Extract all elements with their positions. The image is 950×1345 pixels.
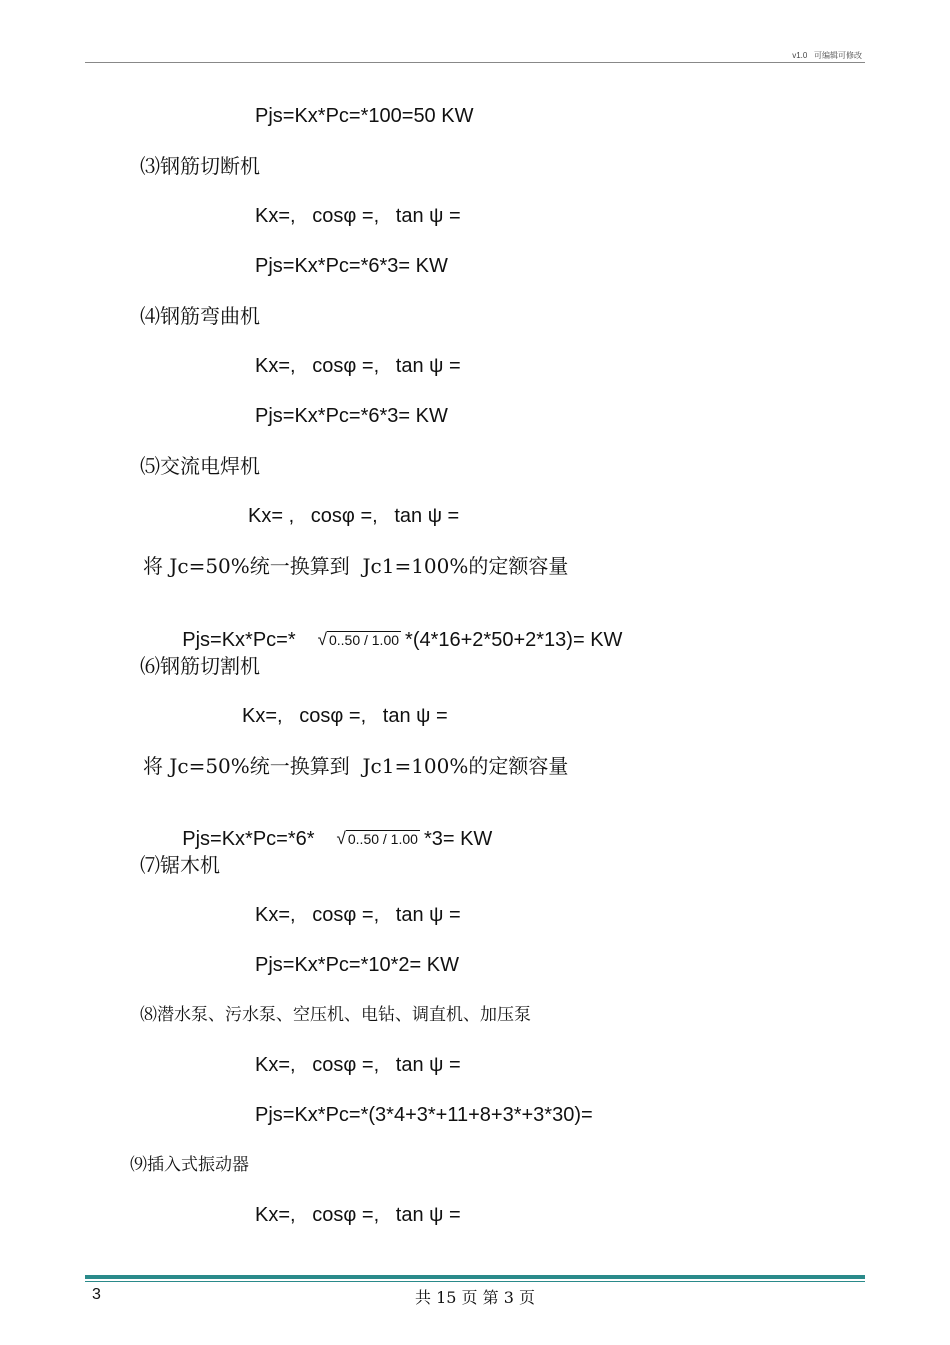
- section-heading: ⑸交流电焊机: [140, 454, 260, 478]
- coefficient-line: Kx=, cosφ =, tan ψ =: [255, 1054, 461, 1076]
- formula-suffix: *3= KW: [423, 828, 493, 850]
- section-heading: ⑹钢筋切割机: [140, 654, 260, 678]
- formula-prefix: Pjs=Kx*Pc=*6*: [182, 828, 315, 850]
- coefficient-line: Kx=, cosφ =, tan ψ =: [255, 904, 461, 926]
- formula-suffix: *(4*16+2*50+2*13)= KW: [405, 629, 623, 651]
- footer-rule-thick: [85, 1275, 865, 1279]
- footer-page-number: 3: [92, 1286, 101, 1303]
- sqrt-radicand: 0..50 / 1.00: [328, 632, 400, 648]
- section-heading: ⑺锯木机: [140, 853, 220, 877]
- section-heading: ⑶钢筋切断机: [140, 154, 260, 178]
- coefficient-line: Kx=, cosφ =, tan ψ =: [255, 1204, 461, 1226]
- formula-line: Pjs=Kx*Pc=*10*2= KW: [255, 954, 459, 976]
- section-heading: ⑼插入式振动器: [130, 1155, 249, 1175]
- footer-rule-thin: [85, 1281, 865, 1282]
- coefficient-line: Kx=, cosφ =, tan ψ =: [255, 205, 461, 227]
- header-version: [792, 50, 862, 61]
- sqrt-expression: [318, 628, 401, 652]
- coefficient-line: Kx=, cosφ =, tan ψ =: [242, 705, 448, 727]
- sqrt-radicand: 0..50 / 1.00: [347, 831, 418, 847]
- formula-line: Pjs=Kx*Pc=*(3*4+3*+11+8+3*+3*30)=: [255, 1104, 593, 1126]
- footer-page-count: [0, 1285, 950, 1308]
- footer-page-count-text: 共 15 页 第 3 页: [415, 1288, 535, 1307]
- conversion-note: 将 Jc=50%统一换算到 Jc1=100%的定额容量: [143, 754, 569, 778]
- formula-prefix: Pjs=Kx*Pc=*: [182, 629, 296, 651]
- conversion-note: 将 Jc=50%统一换算到 Jc1=100%的定额容量: [143, 554, 569, 578]
- radical-icon: √: [317, 630, 327, 649]
- header-rule: [85, 62, 865, 63]
- formula-line: Pjs=Kx*Pc=*100=50 KW: [255, 105, 474, 127]
- radical-icon: √: [336, 829, 346, 848]
- formula-line: Pjs=Kx*Pc=*6*3= KW: [255, 255, 448, 277]
- coefficient-line: Kx= , cosφ =, tan ψ =: [248, 505, 460, 527]
- version-label: v1.0: [792, 51, 808, 60]
- section-heading: ⑻潜水泵、污水泵、空压机、电钻、调直机、加压泵: [140, 1005, 531, 1025]
- coefficient-line: Kx=, cosφ =, tan ψ =: [255, 355, 461, 377]
- sqrt-expression: [337, 827, 420, 851]
- section-heading: ⑷钢筋弯曲机: [140, 304, 260, 328]
- formula-line: Pjs=Kx*Pc=*6*3= KW: [255, 405, 448, 427]
- header-note: 可编辑可修改: [814, 51, 862, 60]
